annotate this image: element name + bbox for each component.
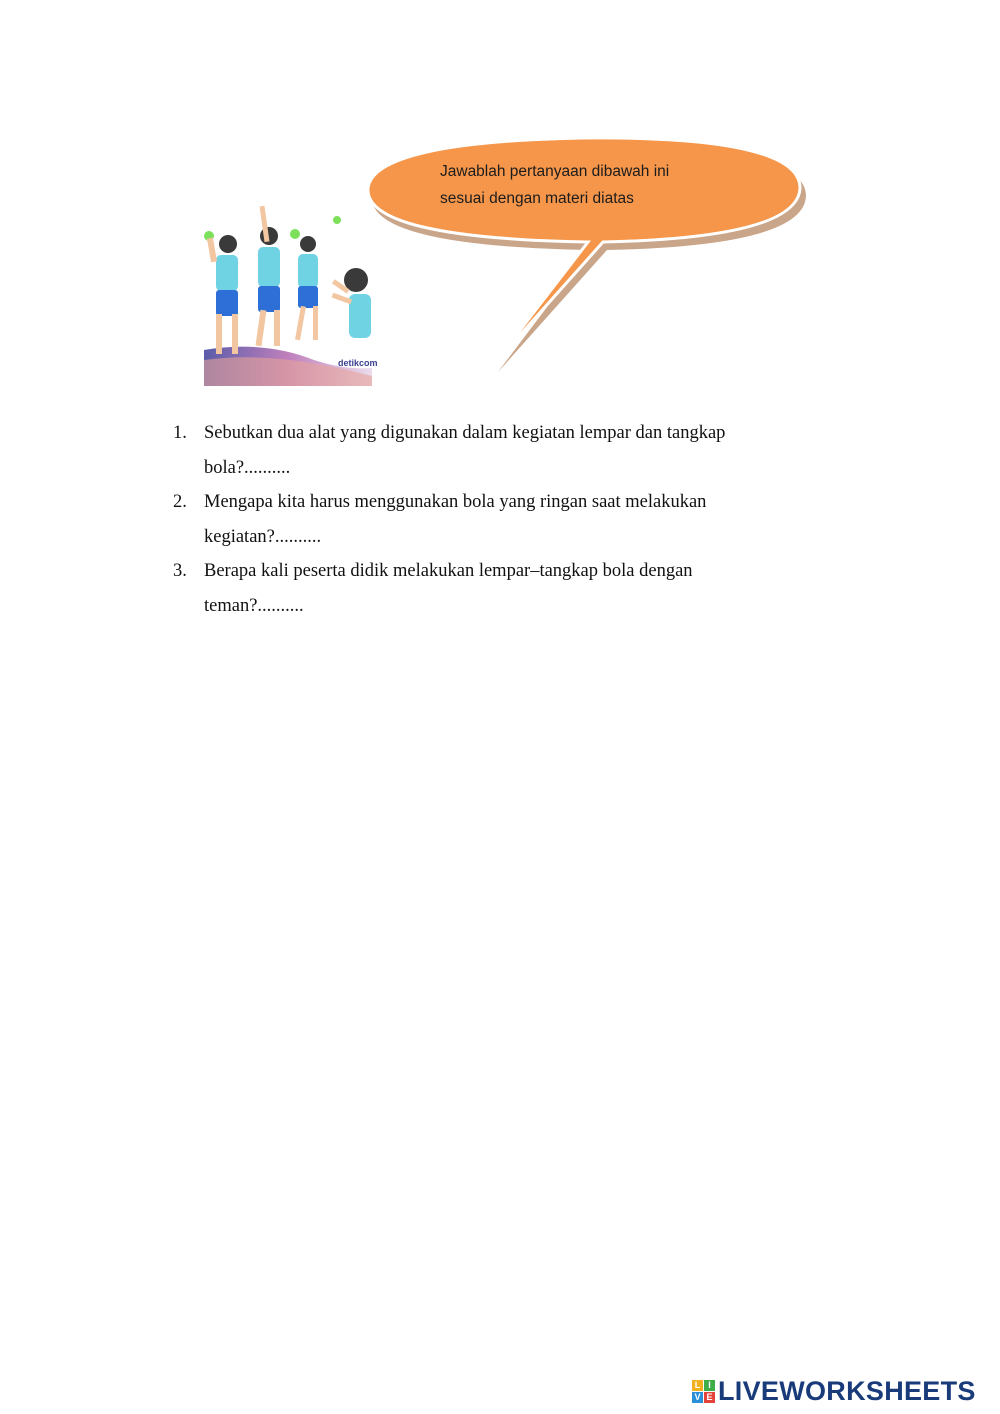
question-number: 2.: [173, 492, 187, 512]
question-item: [166, 485, 806, 554]
question-text-line: Mengapa kita harus menggunakan bola yang ringan saat melakukan: [204, 492, 707, 512]
question-item: [166, 554, 806, 623]
question-text-line: teman?..........: [204, 595, 304, 616]
bubble-line-1: Jawablah pertanyaan dibawah ini: [440, 163, 670, 180]
question-text-line: kegiatan?..........: [204, 526, 322, 547]
logo-letter: I: [704, 1380, 715, 1391]
question-text-line: Berapa kali peserta didik melakukan lempar–tangkap bola dengan: [204, 561, 693, 581]
bubble-line-2: sesuai dengan materi diatas: [440, 190, 634, 207]
question-number: 1.: [173, 423, 187, 443]
question-item: [166, 416, 806, 485]
question-text-line: bola?..........: [204, 457, 291, 478]
question-text-line: Sebutkan dua alat yang digunakan dalam kegiatan lempar dan tangkap: [204, 423, 726, 443]
logo-text: LIVEWORKSHEETS: [718, 1375, 976, 1406]
detikcom-watermark: detikcom: [338, 358, 378, 368]
question-number: 3.: [173, 561, 187, 581]
liveworksheets-logo: [692, 1374, 976, 1408]
logo-mark-icon: [692, 1380, 715, 1403]
logo-letter: L: [692, 1380, 703, 1391]
bubble-instruction: [440, 158, 740, 212]
question-list: [166, 416, 806, 623]
logo-letter: V: [692, 1392, 703, 1403]
logo-letter: E: [704, 1392, 715, 1403]
